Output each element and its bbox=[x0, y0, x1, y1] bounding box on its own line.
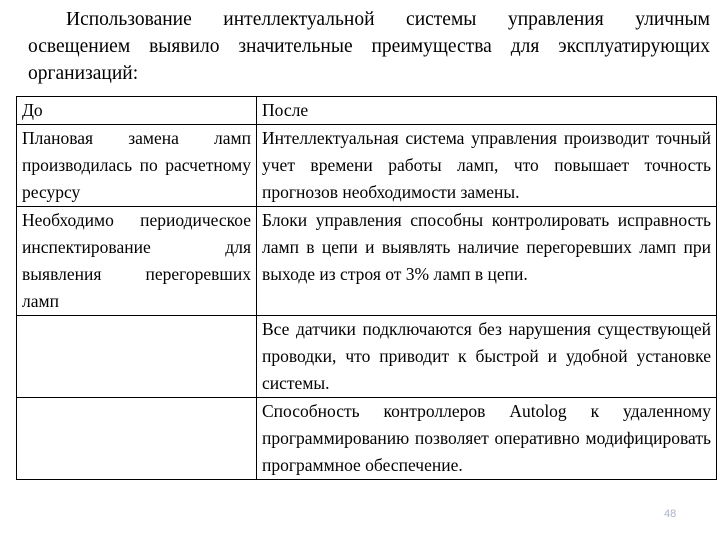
cell-after: Блоки управления способны контролировать исправность ламп в цепи и выявлять наличие перегоревших ламп при выходе из строя от 3% ламп в цепи. bbox=[257, 207, 717, 316]
table-row bbox=[17, 398, 717, 480]
cell-after: Способность контроллеров Autolog к удаленному программированию позволяет оперативно модифицировать программное обеспечение. bbox=[257, 398, 717, 480]
intro-paragraph: Использование интеллектуальной системы управления уличным освещением выявило значительные преимущества для эксплуатирующих организаций: bbox=[28, 9, 710, 84]
cell-before: Плановая замена ламп производилась по расчетному ресурсу bbox=[17, 125, 257, 207]
table-header-row bbox=[17, 97, 717, 125]
comparison-table bbox=[16, 96, 717, 480]
table-row bbox=[17, 125, 717, 207]
header-after: После bbox=[257, 97, 717, 125]
cell-before bbox=[17, 398, 257, 480]
cell-before bbox=[17, 316, 257, 398]
cell-after: Интеллектуальная система управления производит точный учет времени работы ламп, что повышает точность прогнозов необходимости замены. bbox=[257, 125, 717, 207]
cell-after: Все датчики подключаются без нарушения существующей проводки, что приводит к быстрой и удобной установке системы. bbox=[257, 316, 717, 398]
page-number: 48 bbox=[664, 508, 677, 520]
table-row bbox=[17, 316, 717, 398]
header-before: До bbox=[17, 97, 257, 125]
cell-before: Необходимо периодическое инспектирование для выявления перегоревших ламп bbox=[17, 207, 257, 316]
table-row bbox=[17, 207, 717, 316]
